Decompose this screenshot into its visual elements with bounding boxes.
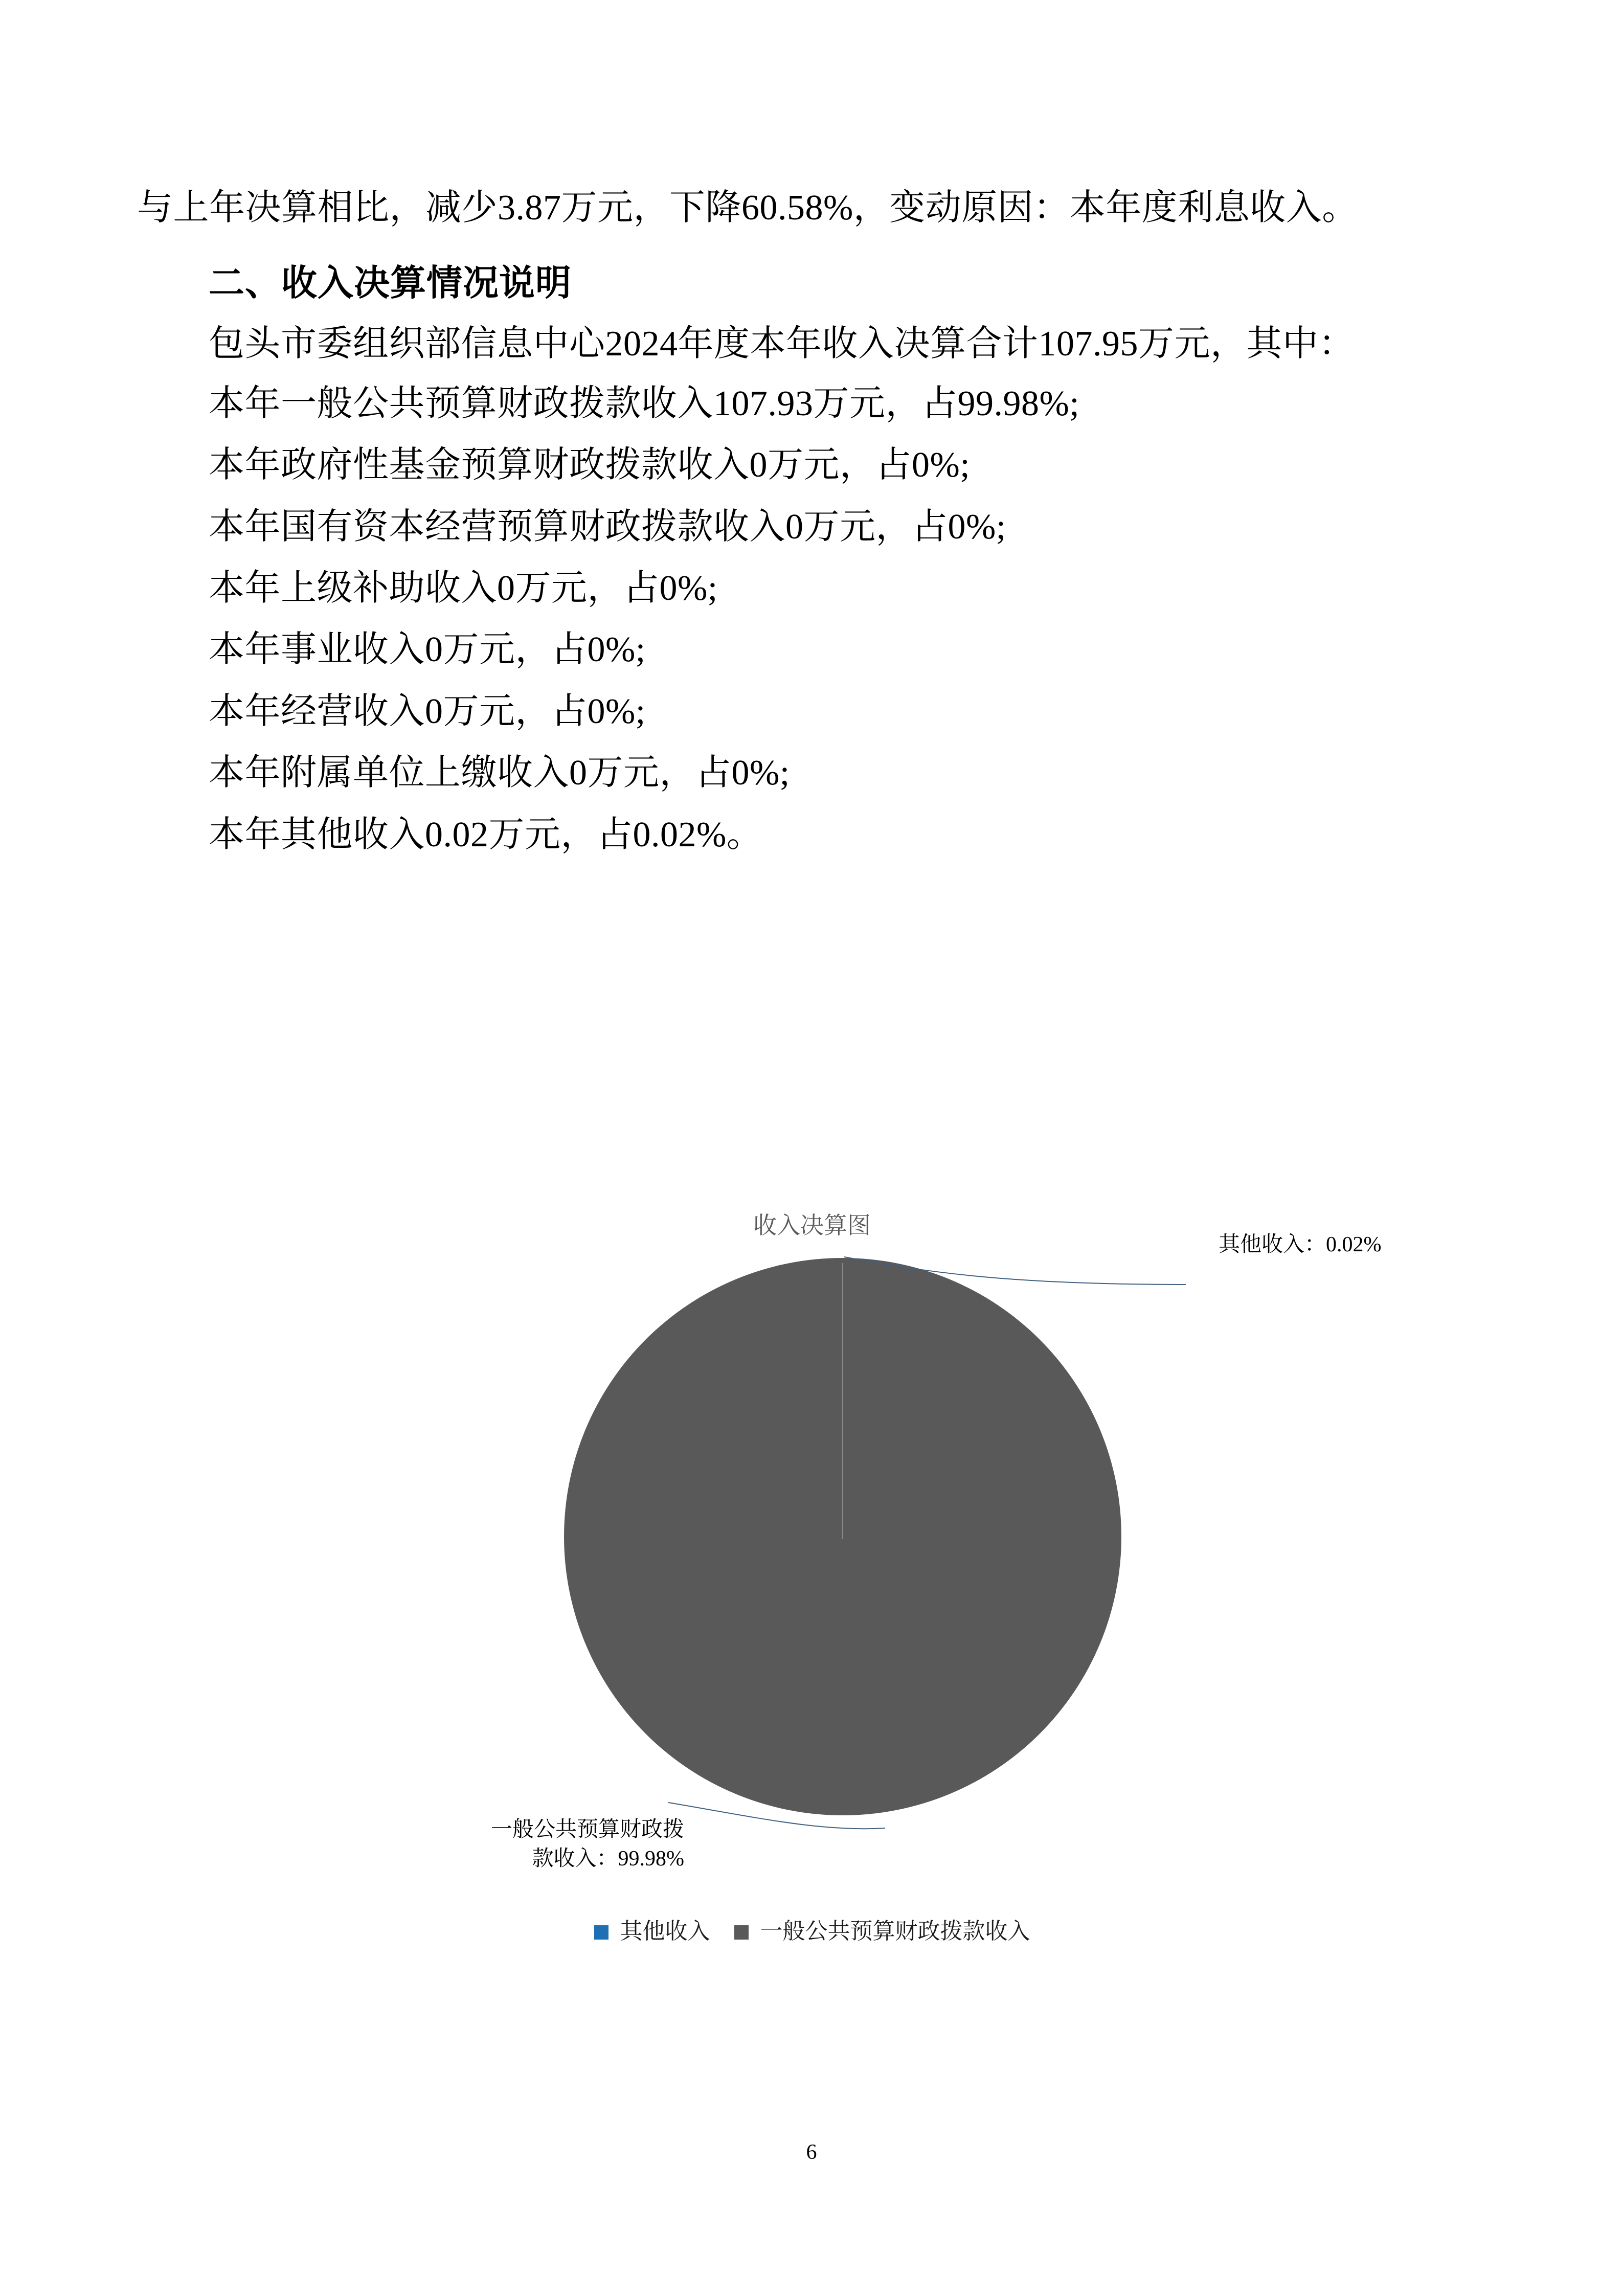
legend-swatch-icon <box>734 1925 749 1940</box>
legend-swatch-icon <box>594 1925 608 1940</box>
legend-item-general <box>734 1912 1030 1945</box>
page-number: 6 <box>806 2141 817 2164</box>
list-item: 本年经营收入0万元，占0%; <box>209 691 646 731</box>
list-item: 本年其他收入0.02万元，占0.02%。 <box>209 815 763 854</box>
pie-label-general-line2: 款收入：99.98% <box>532 1847 684 1871</box>
pie-label-other: 其他收入：0.02% <box>1219 1233 1382 1256</box>
paragraph-intro: 与上年决算相比，减少3.87万元，下降60.58%，变动原因：本年度利息收入。 <box>137 188 1358 228</box>
pie-label-general <box>377 1815 684 1873</box>
list-item: 本年事业收入0万元，占0%; <box>209 630 646 670</box>
document-body <box>137 179 1487 866</box>
list-item: 本年国有资本经营预算财政拨款收入0万元，占0%; <box>209 507 1006 547</box>
pie-label-general-line1: 一般公共预算财政拨 <box>490 1818 684 1841</box>
list-item: 本年上级补助收入0万元，占0%; <box>209 568 718 608</box>
income-pie-chart <box>137 1207 1487 2005</box>
pie-graphic <box>490 1233 1382 1871</box>
list-item: 本年附属单位上缴收入0万元，占0%; <box>209 753 790 793</box>
list-item: 本年一般公共预算财政拨款收入107.93万元，占99.98%; <box>209 384 1080 423</box>
paragraph-summary: 包头市委组织部信息中心2024年度本年收入决算合计107.95万元，其中： <box>209 324 1355 364</box>
leader-line-general <box>666 1787 886 1833</box>
legend-item-other <box>594 1912 710 1945</box>
legend-label-general: 一般公共预算财政拨款收入 <box>760 1919 1030 1944</box>
leader-line-other <box>840 1253 1188 1314</box>
chart-title: 收入决算图 <box>753 1212 871 1239</box>
section-heading: 二、收入决算情况说明 <box>209 263 572 303</box>
chart-legend <box>137 1912 1487 1945</box>
list-item: 本年政府性基金预算财政拨款收入0万元，占0%; <box>209 445 971 485</box>
legend-label-other: 其他收入 <box>620 1919 710 1944</box>
